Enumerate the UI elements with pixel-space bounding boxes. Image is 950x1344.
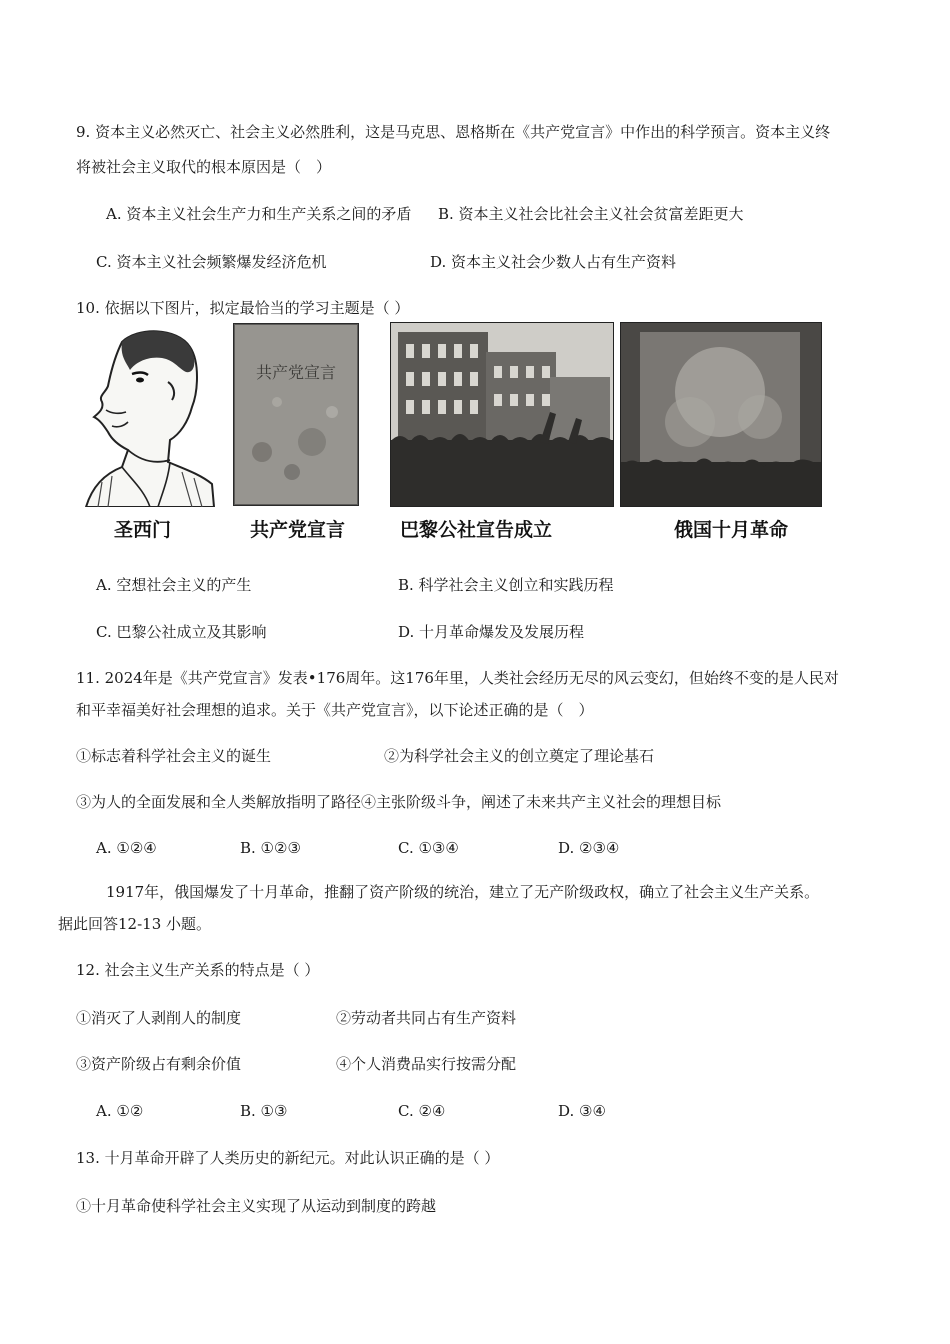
material-line2: 据此回答12-13 小题。 (58, 915, 212, 933)
paris-commune-picture (390, 322, 614, 507)
q10-option-d: D. 十月革命爆发及发展历程 (398, 623, 585, 641)
q11-option-b: B. ①②③ (240, 839, 301, 857)
q9-option-c: C. 资本主义社会频繁爆发经济危机 (96, 253, 327, 271)
q12-option-b: B. ①③ (240, 1102, 288, 1120)
q9-stem-line2: 将被社会主义取代的根本原因是（ ） (76, 158, 332, 176)
q9-option-a: A. 资本主义社会生产力和生产关系之间的矛盾 (106, 205, 412, 223)
q11-statement-2: ②为科学社会主义的创立奠定了理论基石 (384, 747, 655, 765)
q12-option-c: C. ②④ (398, 1102, 446, 1120)
q12-option-a: A. ①② (96, 1102, 144, 1120)
q12-option-d: D. ③④ (558, 1102, 606, 1120)
q12-statement-2: ②劳动者共同占有生产资料 (336, 1009, 517, 1027)
q11-option-c: C. ①③④ (398, 839, 459, 857)
caption-manifesto: 共产党宣言 (250, 519, 346, 541)
material-line1: 1917年，俄国爆发了十月革命，推翻了资产阶级的统治，建立了无产阶级政权，确立了社会主义生产关系。 (106, 883, 820, 901)
manifesto-cover-title: 共产党宣言 (255, 363, 337, 382)
q10-picture-strip (82, 322, 827, 542)
q9-option-b: B. 资本主义社会比社会主义社会贫富差距更大 (438, 205, 744, 223)
saint-simon-portrait (82, 322, 217, 507)
q12-statement-1: ①消灭了人剥削人的制度 (76, 1009, 242, 1027)
q11-stem-line2: 和平幸福美好社会理想的追求。关于《共产党宣言》，以下论述正确的是（ ） (76, 701, 594, 719)
q10-stem: 10. 依据以下图片，拟定最恰当的学习主题是（ ） (76, 299, 410, 317)
q12-statement-3: ③资产阶级占有剩余价值 (76, 1055, 242, 1073)
communist-manifesto-cover (232, 322, 360, 507)
caption-october-revolution: 俄国十月革命 (674, 519, 789, 541)
q12-statement-4: ④个人消费品实行按需分配 (336, 1055, 517, 1073)
q11-statements-3-4: ③为人的全面发展和全人类解放指明了路径④主张阶级斗争，阐述了未来共产主义社会的理想目标 (76, 793, 722, 811)
q11-option-d: D. ②③④ (558, 839, 620, 857)
q11-stem-line1: 11. 2024年是《共产党宣言》发表•176周年。这176年里，人类社会经历无尽的风云变幻，但始终不变的是人民对 (76, 669, 839, 687)
q9-stem-line1: 9. 资本主义必然灭亡、社会主义必然胜利，这是马克思、恩格斯在《共产党宣言》中作出的科学预言。资本主义终 (76, 123, 831, 141)
q10-option-a: A. 空想社会主义的产生 (96, 576, 252, 594)
q11-statement-1: ①标志着科学社会主义的诞生 (76, 747, 272, 765)
caption-paris-commune: 巴黎公社宣告成立 (400, 519, 553, 541)
q10-option-b: B. 科学社会主义创立和实践历程 (398, 576, 614, 594)
caption-saint-simon: 圣西门 (114, 519, 172, 541)
q12-stem: 12. 社会主义生产关系的特点是（ ） (76, 961, 320, 979)
q10-option-c: C. 巴黎公社成立及其影响 (96, 623, 267, 641)
q9-option-d: D. 资本主义社会少数人占有生产资料 (430, 253, 677, 271)
q13-stem: 13. 十月革命开辟了人类历史的新纪元。对此认识正确的是（ ） (76, 1149, 500, 1167)
q13-statement-1: ①十月革命使科学社会主义实现了从运动到制度的跨越 (76, 1197, 437, 1215)
q11-option-a: A. ①②④ (96, 839, 157, 857)
october-revolution-picture (620, 322, 822, 507)
